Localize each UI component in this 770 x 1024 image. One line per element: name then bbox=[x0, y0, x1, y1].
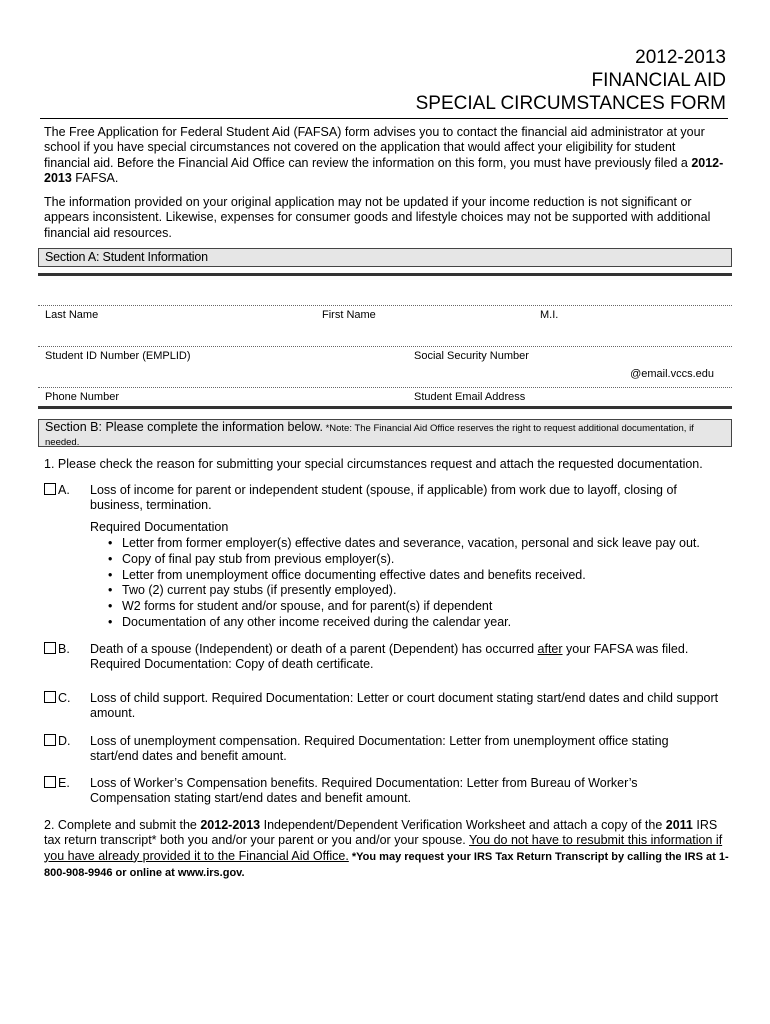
section-a-bottom-rule bbox=[38, 406, 732, 409]
email-domain: @email.vccs.edu bbox=[630, 368, 714, 380]
section-a-title: Section A: Student Information bbox=[45, 250, 208, 264]
id-line[interactable] bbox=[38, 346, 732, 347]
list-item: • Copy of final pay stub from previous employer(s). bbox=[108, 552, 728, 568]
phone-label: Phone Number bbox=[45, 391, 119, 403]
list-item: • W2 forms for student and/or spouse, and for parent(s) if dependent bbox=[108, 599, 728, 615]
contact-line[interactable] bbox=[38, 387, 732, 388]
reason-e: E. Loss of Worker’s Compensation benefits. Required Documentation: Letter from Bureau of Worker’s Compensation stating start/end dates and benefit amount. bbox=[44, 776, 724, 808]
reason-c: C. Loss of child support. Required Documentation: Letter or court document stating start/end dates and child support amount. bbox=[44, 691, 724, 723]
intro-paragraph-2: The information provided on your original application may not be updated if your income reduction is not significant or appears inconsistent. Likewise, expenses for consumer goods and lifestyle choices may not be supported with additional financial aid resources. bbox=[44, 195, 711, 240]
question-1: 1. Please check the reason for submitting your special circumstances request and attach the requested documentation. bbox=[44, 457, 703, 471]
reason-b: B. Death of a spouse (Independent) or death of a parent (Dependent) has occurred after your FAFSA was filed. Required Documentation: Copy of death certificate. bbox=[44, 642, 724, 674]
list-item: • Documentation of any other income received during the calendar year. bbox=[108, 615, 728, 631]
student-email-label: Student Email Address bbox=[414, 391, 526, 403]
title-divider bbox=[40, 118, 728, 119]
form-title-line2: FINANCIAL AID bbox=[591, 70, 726, 91]
list-item: • Letter from unemployment office documenting effective dates and benefits received. bbox=[108, 568, 728, 584]
mi-label: M.I. bbox=[540, 309, 559, 321]
section-a-rule bbox=[38, 273, 732, 276]
question-2: 2. Complete and submit the 2012-2013 Independent/Dependent Verification Worksheet and attach a copy of the 2011 IRS tax return transcript* both you and/or your parent or you and/or your spouse. You do not have to resubmit this information if you have already provided it to the Financial Aid Office. *You may request your IRS Tax Return Transcript by calling the IRS at 1-800-908-9946 or online at www.irs.gov. bbox=[44, 818, 729, 879]
name-line[interactable] bbox=[38, 305, 732, 306]
last-name-label: Last Name bbox=[45, 309, 99, 321]
reason-d: D. Loss of unemployment compensation. Required Documentation: Letter from unemployment office stating start/end dates and benefit amount. bbox=[44, 734, 724, 766]
required-documentation-list bbox=[108, 536, 728, 631]
checkbox-c[interactable] bbox=[44, 691, 56, 703]
first-name-label: First Name bbox=[322, 309, 376, 321]
checkbox-d[interactable] bbox=[44, 734, 56, 746]
checkbox-b[interactable] bbox=[44, 642, 56, 654]
form-year: 2012-2013 bbox=[635, 47, 726, 68]
form-title-line3: SPECIAL CIRCUMSTANCES FORM bbox=[415, 93, 726, 114]
required-documentation-heading: Required Documentation bbox=[90, 520, 229, 534]
student-id-label: Student ID Number (EMPLID) bbox=[45, 350, 191, 362]
section-b-title: Section B: Please complete the information below. *Note: The Financial Aid Office reserves the right to request additional documentation, if needed. bbox=[45, 420, 694, 448]
intro-paragraph-1: The Free Application for Federal Student Aid (FAFSA) form advises you to contact the financial aid administrator at your school if you have special circumstances not covered on the application that would affect your eligibility for student financial aid. Before the Financial Aid Office can review the information on this form, you must have previously filed a 2012-2013 FAFSA. bbox=[44, 125, 724, 185]
ssn-label: Social Security Number bbox=[414, 350, 529, 362]
checkbox-e[interactable] bbox=[44, 776, 56, 788]
checkbox-a[interactable] bbox=[44, 483, 56, 495]
list-item: • Letter from former employer(s) effective dates and severance, vacation, personal and sick leave pay out. bbox=[108, 536, 728, 552]
reason-a: A. Loss of income for parent or independent student (spouse, if applicable) from work due to layoff, closing of business, termination. bbox=[44, 483, 724, 515]
list-item: • Two (2) current pay stubs (if presently employed). bbox=[108, 583, 728, 599]
